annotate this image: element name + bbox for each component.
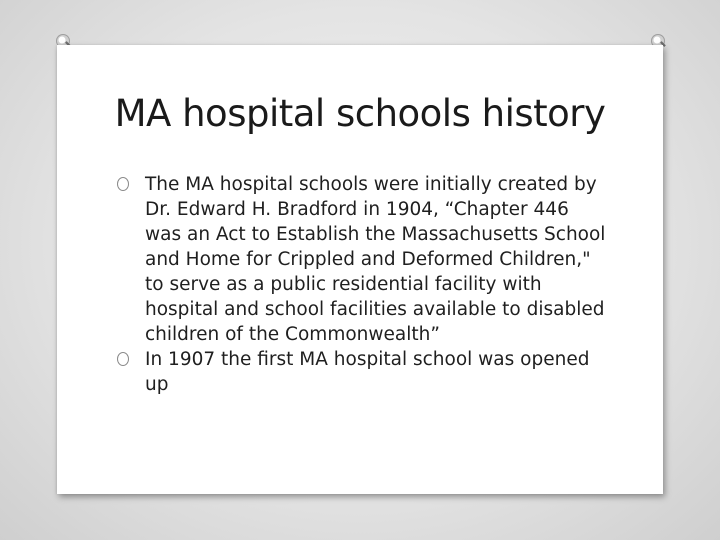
- bullet-item: [117, 347, 607, 397]
- bullet-text: In 1907 the first MA hospital school was opened up: [145, 349, 590, 395]
- hollow-circle-bullet-icon: [117, 177, 129, 191]
- hollow-circle-bullet-icon: [117, 352, 129, 366]
- slide-title: MA hospital schools history: [114, 92, 606, 135]
- bullet-text: The MA hospital schools were initially created by Dr. Edward H. Bradford in 1904, “Chapter 446 was an Act to Establish the Massachusetts School and Home for Crippled and Deformed Children," to serve as a public residential facility with hospital and school facilities available to disabled children of the Commonwealth”: [145, 174, 606, 345]
- bullet-item: [117, 172, 607, 347]
- bullet-list: [117, 172, 607, 397]
